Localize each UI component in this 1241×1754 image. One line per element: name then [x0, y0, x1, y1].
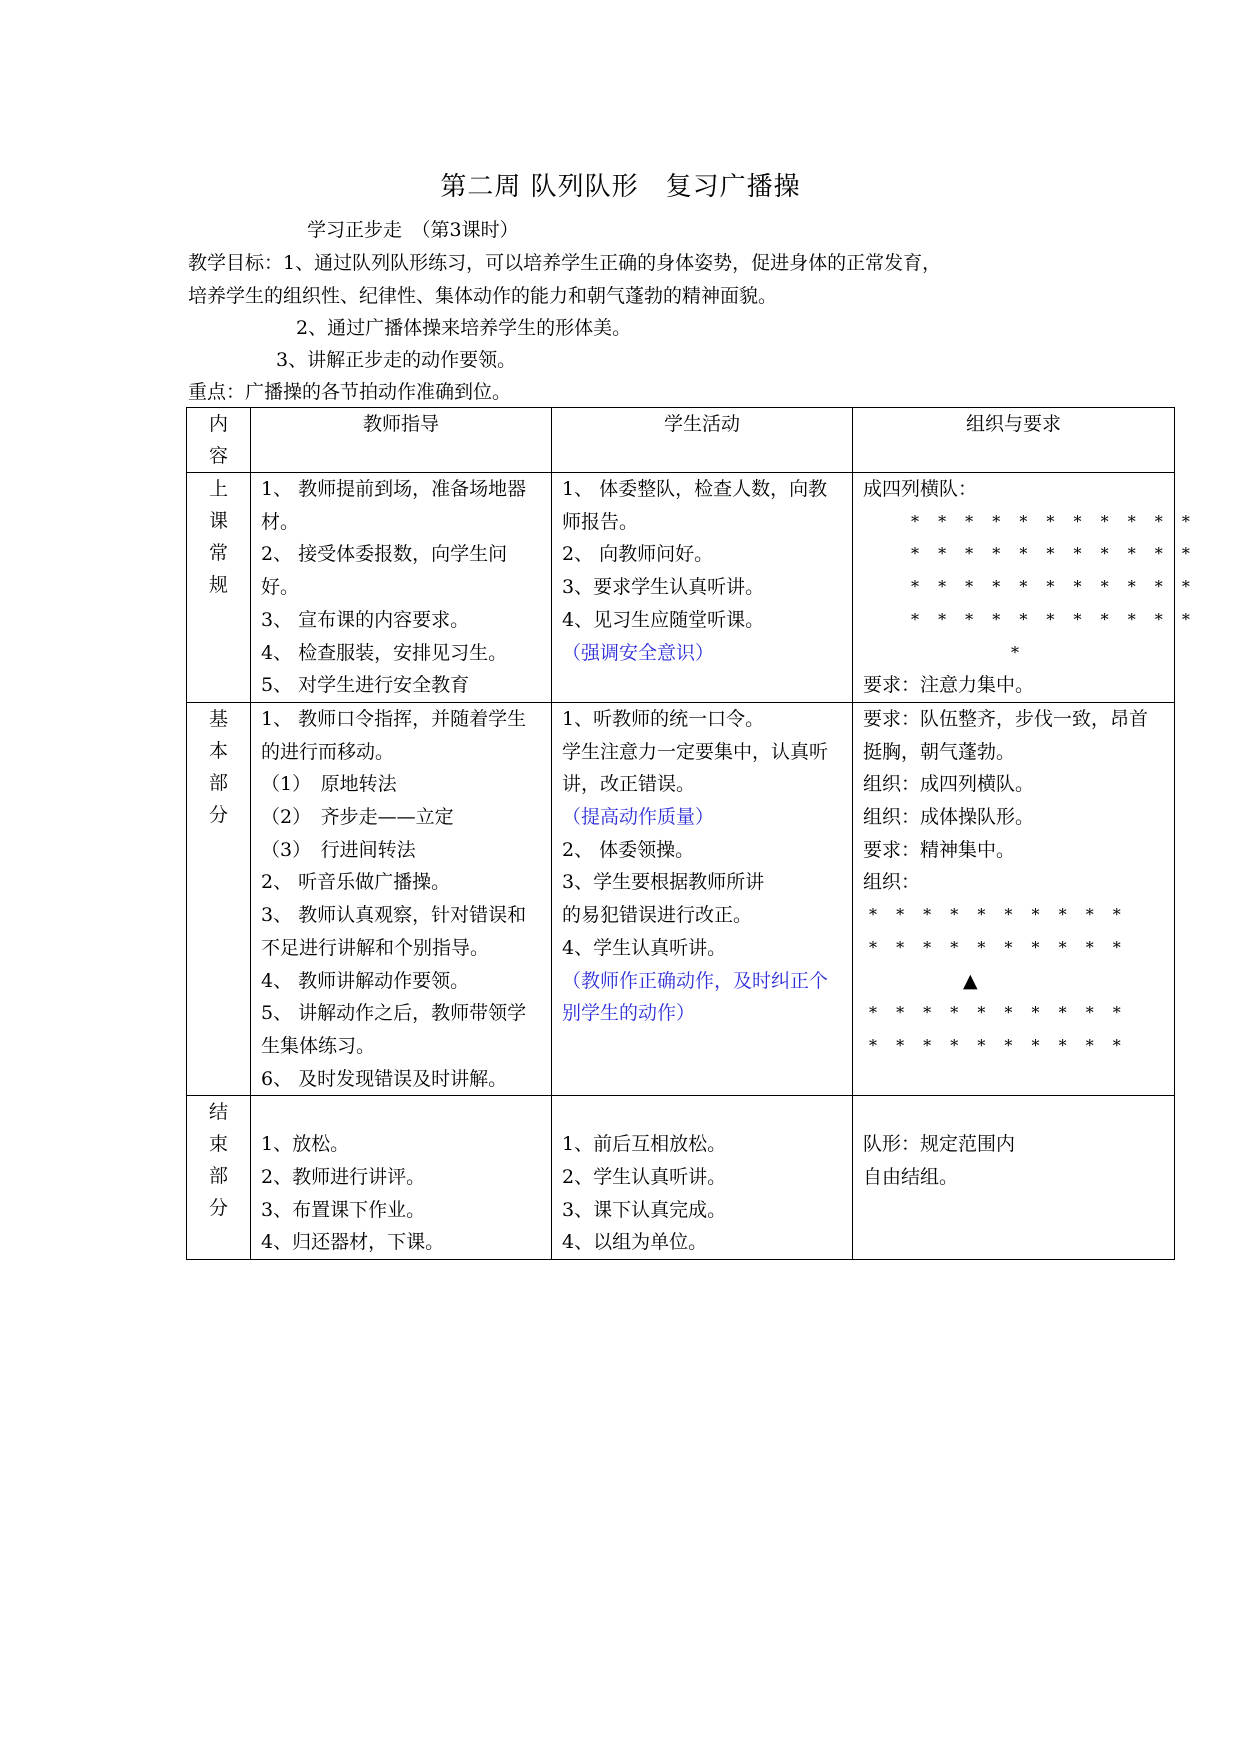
section-char: 分: [208, 803, 228, 826]
list-item: 5、 讲解动作之后，教师带领学生集体练习。: [261, 1002, 527, 1057]
formation-row: * * * * * * * * * *: [869, 1003, 1128, 1023]
formation-row: * * * * * * * * * *: [869, 1035, 1128, 1055]
section-char: 结: [208, 1101, 228, 1124]
list-item: 4、 检查服装，安排见习生。: [261, 641, 508, 664]
quality-note: （提高动作质量）: [562, 806, 715, 829]
list-item: 2、 接受体委报数，向学生问好。: [261, 543, 508, 599]
formation-row: * * * * * * * * * * *: [911, 577, 1197, 597]
list-item: （2） 齐步走——立定: [261, 806, 454, 829]
list-item: 4、以组为单位。: [562, 1231, 708, 1254]
formation-row: * * * * * * * * * * *: [911, 609, 1197, 629]
list-item: 2、 听音乐做广播操。: [261, 871, 451, 894]
list-item: 学生注意力一定要集中，认真听讲，改正错误。: [562, 740, 829, 796]
formation-row: * * * * * * * * * *: [869, 937, 1128, 957]
list-item: （1） 原地转法: [261, 773, 397, 796]
formation: 自由结组。: [863, 1166, 959, 1189]
table-row: [187, 702, 1175, 1095]
teacher-guidance: [251, 1096, 552, 1260]
section-char: 部: [208, 771, 228, 794]
lesson-plan-table: [186, 407, 1197, 1260]
section-char: 分: [208, 1197, 228, 1220]
organization-requirements: [853, 473, 1197, 703]
section-name: [187, 702, 251, 1095]
section-name: [187, 473, 251, 703]
list-item: 1、 体委整队，检查人数，向教师报告。: [562, 478, 828, 533]
organization-requirements: [853, 1096, 1175, 1260]
list-item: 1、听教师的统一口令。: [562, 707, 765, 730]
header-organization: 组织与要求: [853, 408, 1175, 473]
teacher-guidance: [251, 702, 552, 1095]
formation-title: 成四列横队：: [863, 478, 978, 500]
section-name: [187, 1096, 251, 1260]
teacher-guidance: [251, 473, 552, 703]
section-char: 规: [208, 574, 228, 596]
subtitle: 学习正步走 （第3课时）: [307, 219, 519, 241]
list-item: 6、 及时发现错误及时讲解。: [261, 1067, 508, 1090]
table-row: [187, 473, 1175, 703]
list-item: 1、前后互相放松。: [562, 1133, 727, 1156]
header-student: 学生活动: [552, 408, 853, 473]
list-item: 1、 教师口令指挥，并随着学生的进行而移动。: [261, 707, 527, 763]
section-char: 束: [208, 1133, 228, 1156]
list-item: 的易犯错误进行改正。: [562, 904, 753, 927]
section-char: 上: [208, 478, 228, 500]
key-point: 重点：广播操的各节拍动作准确到位。: [188, 381, 512, 403]
organization-requirements: [853, 702, 1175, 1095]
objective-line-1: 教学目标：1、通过队列队形练习，可以培养学生正确的身体姿势，促进身体的正常发育，: [188, 252, 942, 274]
list-item: 3、学生要根据教师所讲: [562, 871, 765, 894]
list-item: （3） 行进间转法: [261, 838, 416, 861]
section-char: 课: [208, 510, 228, 532]
table-row: [187, 1096, 1175, 1260]
header-content-text: 内容: [208, 413, 228, 467]
list-item: 2、教师进行讲评。: [261, 1166, 426, 1189]
section-char: 基: [208, 707, 228, 730]
objective-line-4: 3、讲解正步走的动作要领。: [276, 349, 517, 371]
organization: 组织：成四列横队。: [863, 773, 1035, 796]
list-item: 4、归还器材，下课。: [261, 1231, 445, 1254]
list-item: 3、课下认真完成。: [562, 1198, 727, 1221]
list-item: 1、 教师提前到场，准备场地器材。: [261, 478, 527, 533]
list-item: 3、 宣布课的内容要求。: [261, 608, 470, 631]
organization: 组织：: [863, 871, 921, 894]
list-item: 4、学生认真听讲。: [562, 936, 727, 959]
list-item: 3、要求学生认真听讲。: [562, 576, 765, 599]
student-activity: [552, 702, 853, 1095]
organization: 组织：成体操队形。: [863, 806, 1035, 829]
list-item: 1、放松。: [261, 1133, 350, 1156]
list-item: 2、 体委领操。: [562, 838, 695, 861]
formation-row: * * * * * * * * * * *: [911, 544, 1197, 564]
section-char: 常: [208, 542, 228, 564]
header-content: [187, 408, 251, 473]
list-item: 4、 教师讲解动作要领。: [261, 969, 470, 992]
header-teacher: 教师指导: [251, 408, 552, 473]
table-header-row: [187, 408, 1175, 473]
formation-row: * * * * * * * * * *: [869, 905, 1128, 925]
list-item: 3、 教师认真观察，针对错误和不足进行讲解和个别指导。: [261, 904, 527, 959]
list-item: 3、布置课下作业。: [261, 1198, 426, 1221]
objective-line-2: 培养学生的组织性、纪律性、集体动作的能力和朝气蓬勃的精神面貌。: [188, 285, 778, 307]
section-char: 本: [208, 739, 228, 762]
requirement: 要求：队伍整齐，步伐一致，昂首挺胸，朝气蓬勃。: [863, 707, 1149, 763]
teacher-position-mark: *: [1011, 642, 1026, 662]
list-item: 2、学生认真听讲。: [562, 1166, 727, 1189]
student-activity: [552, 1096, 853, 1260]
page-title: 第二周 队列队形 复习广播操: [440, 172, 801, 202]
student-activity: [552, 473, 853, 703]
requirement: 要求：注意力集中。: [863, 674, 1035, 697]
formation-row: * * * * * * * * * * *: [911, 511, 1197, 531]
list-item: 2、 向教师问好。: [562, 543, 714, 566]
teacher-triangle-icon: ▲: [963, 969, 978, 992]
list-item: 4、见习生应随堂听课。: [562, 608, 765, 631]
objective-line-3: 2、通过广播体操来培养学生的形体美。: [296, 317, 632, 339]
section-char: 部: [208, 1165, 228, 1188]
list-item: 5、 对学生进行安全教育: [261, 674, 470, 697]
safety-note: （强调安全意识）: [562, 641, 715, 664]
requirement: 要求：精神集中。: [863, 838, 1016, 861]
correction-note: （教师作正确动作，及时纠正个别学生的动作）: [562, 969, 829, 1025]
formation: 队形：规定范围内: [863, 1133, 1016, 1156]
